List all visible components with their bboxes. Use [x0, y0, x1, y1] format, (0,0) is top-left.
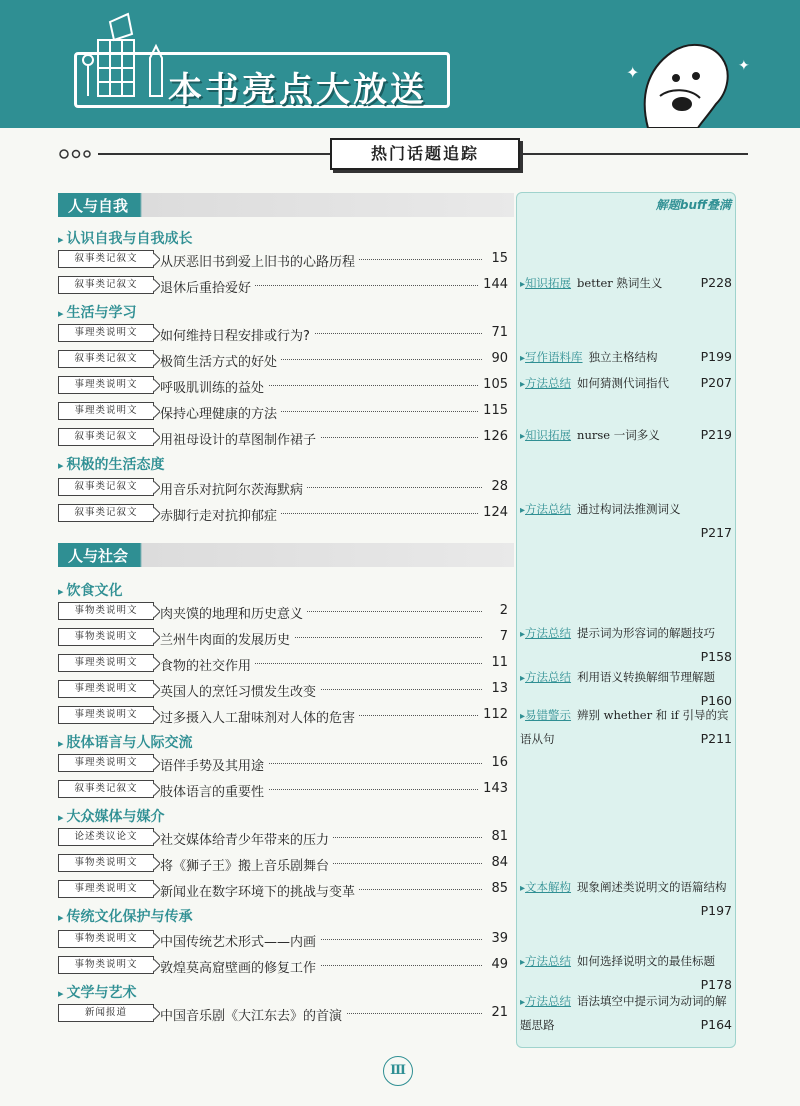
section-banner — [58, 132, 748, 176]
toc-row[interactable] — [58, 322, 508, 344]
genre-tag: 事理类说明文 — [58, 654, 154, 672]
tip-item[interactable]: ▸知识拓展 better 熟词生义 P228 — [520, 272, 732, 296]
entry-title: 退休后重拾爱好 — [160, 277, 255, 296]
svg-text:✦: ✦ — [738, 58, 750, 74]
category-heading: ▸ 积极的生活态度 — [58, 454, 165, 474]
category-heading: ▸ 文学与艺术 — [58, 982, 137, 1002]
banner-label: 热门话题追踪 — [330, 138, 520, 170]
entry-page: 84 — [487, 855, 508, 870]
theme-bar — [58, 543, 514, 567]
tip-kind: 知识拓展 — [525, 428, 572, 442]
toc-row[interactable] — [58, 928, 508, 950]
entry-page: 71 — [487, 325, 508, 340]
header-banner — [0, 0, 800, 128]
entry-page: 143 — [479, 781, 508, 796]
entry-title: 兰州牛肉面的发展历史 — [160, 629, 294, 648]
tip-item[interactable]: ▸方法总结 如何选择说明文的最佳标题 P178 — [520, 950, 732, 996]
genre-tag: 事物类说明文 — [58, 602, 154, 620]
entry-page: 49 — [487, 957, 508, 972]
genre-tag: 叙事类记叙文 — [58, 428, 154, 446]
entry-page: 13 — [487, 681, 508, 696]
tip-item[interactable]: ▸方法总结 提示词为形容词的解题技巧 P158 — [520, 622, 732, 668]
tip-page: P160 — [700, 693, 732, 708]
genre-tag: 事物类说明文 — [58, 854, 154, 872]
dots-icon — [58, 146, 98, 162]
tip-kind: 知识拓展 — [525, 276, 572, 290]
tip-page: P197 — [700, 903, 732, 918]
toc-row[interactable] — [58, 752, 508, 774]
tip-text: 如何猜测代词指代 — [577, 376, 670, 390]
toc-row[interactable] — [58, 600, 508, 622]
tip-item[interactable]: ▸写作语料库 独立主格结构 P199 — [520, 346, 732, 370]
sparkle-icon: ✦ — [626, 63, 640, 82]
tip-item[interactable]: ▸文本解构 现象阐述类说明文的语篇结构 P197 — [520, 876, 732, 922]
tip-page: P219 — [700, 427, 732, 442]
genre-tag: 事理类说明文 — [58, 754, 154, 772]
toc-row[interactable] — [58, 426, 508, 448]
entry-title: 极简生活方式的好处 — [160, 351, 281, 370]
genre-tag: 事理类说明文 — [58, 402, 154, 420]
entry-title: 中国传统艺术形式——内画 — [160, 931, 320, 950]
toc-row[interactable] — [58, 626, 508, 648]
entry-title: 如何维持日程安排或行为? — [160, 325, 314, 344]
toc-row[interactable] — [58, 826, 508, 848]
tip-text: 提示词为形容词的解题技巧 — [577, 626, 716, 640]
tip-text: 辨别 whether 和 if 引导的宾语从句 — [520, 708, 729, 746]
entry-page: 144 — [479, 277, 508, 292]
entry-title: 将《狮子王》搬上音乐剧舞台 — [160, 855, 333, 874]
toc-row[interactable] — [58, 852, 508, 874]
entry-page: 115 — [479, 403, 508, 418]
genre-tag: 事理类说明文 — [58, 324, 154, 342]
tip-kind: 写作语料库 — [525, 350, 583, 364]
category-heading: ▸ 饮食文化 — [58, 580, 123, 600]
tip-page: P199 — [700, 349, 732, 364]
tip-page: P211 — [700, 731, 732, 746]
category-heading: ▸ 生活与学习 — [58, 302, 137, 322]
tip-page: P207 — [700, 375, 732, 390]
entry-title: 社交媒体给青少年带来的压力 — [160, 829, 333, 848]
toc-row[interactable] — [58, 778, 508, 800]
entry-page: 7 — [496, 629, 508, 644]
tip-kind: 方法总结 — [525, 502, 572, 516]
entry-page: 2 — [496, 603, 508, 618]
entry-page: 15 — [487, 251, 508, 266]
tip-page: P178 — [700, 977, 732, 992]
category-heading: ▸ 认识自我与自我成长 — [58, 228, 193, 248]
entry-page: 90 — [487, 351, 508, 366]
entry-page: 39 — [487, 931, 508, 946]
entry-page: 105 — [479, 377, 508, 392]
toc-row[interactable] — [58, 476, 508, 498]
toc-row[interactable] — [58, 704, 508, 726]
toc-row[interactable] — [58, 248, 508, 270]
toc-row[interactable] — [58, 274, 508, 296]
genre-tag: 事物类说明文 — [58, 628, 154, 646]
genre-tag: 叙事类记叙文 — [58, 276, 154, 294]
genre-tag: 事物类说明文 — [58, 930, 154, 948]
genre-tag: 事理类说明文 — [58, 706, 154, 724]
entry-page: 124 — [479, 505, 508, 520]
tip-kind: 方法总结 — [525, 670, 572, 684]
theme-bar — [58, 193, 514, 217]
toc-row[interactable] — [58, 954, 508, 976]
tip-kind: 方法总结 — [525, 626, 572, 640]
entry-title: 过多摄入人工甜味剂对人体的危害 — [160, 707, 359, 726]
genre-tag: 叙事类记叙文 — [58, 478, 154, 496]
entry-title: 食物的社交作用 — [160, 655, 255, 674]
alpaca-mascot-icon — [645, 45, 728, 128]
genre-tag: 事理类说明文 — [58, 376, 154, 394]
category-heading: ▸ 传统文化保护与传承 — [58, 906, 193, 926]
page-title: 本书亮点大放送 — [168, 70, 427, 110]
entry-page: 16 — [487, 755, 508, 770]
genre-tag: 事理类说明文 — [58, 680, 154, 698]
tip-text: 通过构词法推测词义 — [577, 502, 681, 516]
entry-title: 赤脚行走对抗抑郁症 — [160, 505, 281, 524]
entry-title: 用祖母设计的草图制作裙子 — [160, 429, 320, 448]
genre-tag: 叙事类记叙文 — [58, 780, 154, 798]
entry-title: 用音乐对抗阿尔茨海默病 — [160, 479, 307, 498]
toc-row[interactable] — [58, 348, 508, 370]
entry-title: 语伴手势及其用途 — [160, 755, 268, 774]
entry-title: 新闻业在数字环境下的挑战与变革 — [160, 881, 359, 900]
toc-row[interactable] — [58, 878, 508, 900]
tip-text: 独立主格结构 — [588, 350, 658, 364]
toc-row[interactable] — [58, 400, 508, 422]
entry-page: 21 — [487, 1005, 508, 1020]
category-heading: ▸ 肢体语言与人际交流 — [58, 732, 193, 752]
tip-item[interactable]: ▸方法总结 如何猜测代词指代 P207 — [520, 372, 732, 396]
genre-tag: 事物类说明文 — [58, 956, 154, 974]
tip-kind: 易错警示 — [525, 708, 572, 722]
entry-page: 85 — [487, 881, 508, 896]
entry-title: 中国音乐剧《大江东去》的首演 — [160, 1005, 346, 1024]
toc-row[interactable] — [58, 678, 508, 700]
tip-item[interactable]: ▸方法总结 通过构词法推测词义 P217 — [520, 502, 732, 540]
entry-page: 81 — [487, 829, 508, 844]
tip-text: nurse 一词多义 — [577, 428, 660, 442]
entry-title: 保持心理健康的方法 — [160, 403, 281, 422]
tip-text: 如何选择说明文的最佳标题 — [577, 954, 716, 968]
tip-text: 现象阐述类说明文的语篇结构 — [577, 880, 727, 894]
toc-row[interactable] — [58, 1002, 508, 1024]
entry-title: 肉夹馍的地理和历史意义 — [160, 603, 307, 622]
genre-tag: 叙事类记叙文 — [58, 350, 154, 368]
theme-label: 人与自我 — [68, 197, 129, 215]
genre-tag: 事理类说明文 — [58, 880, 154, 898]
entry-page: 126 — [479, 429, 508, 444]
page-number: Ⅲ — [383, 1056, 413, 1086]
tip-text: 语法填空中提示词为动词的解题思路 — [520, 994, 727, 1032]
tip-kind: 文本解构 — [525, 880, 572, 894]
entry-page: 28 — [487, 479, 508, 494]
entry-page: 11 — [487, 655, 508, 670]
toc-row[interactable] — [58, 652, 508, 674]
toc-row[interactable] — [58, 502, 508, 524]
tip-text: better 熟词生义 — [577, 276, 663, 290]
genre-tag: 论述类议论文 — [58, 828, 154, 846]
side-panel-label: 解题buff叠满 — [655, 198, 731, 212]
tip-item[interactable]: ▸方法总结 语法填空中提示词为动词的解题思路 P164 — [520, 990, 732, 1036]
genre-tag: 新闻报道 — [58, 1004, 154, 1022]
entry-page: 112 — [479, 707, 508, 722]
entry-title: 英国人的烹饪习惯发生改变 — [160, 681, 320, 700]
tip-text: 利用语义转换解细节理解题 — [577, 670, 716, 684]
genre-tag: 叙事类记叙文 — [58, 504, 154, 522]
tip-page: P158 — [700, 649, 732, 664]
tip-kind: 方法总结 — [525, 954, 572, 968]
theme-label: 人与社会 — [68, 547, 129, 565]
tip-item[interactable]: ▸易错警示 辨别 whether 和 if 引导的宾语从句 P211 — [520, 704, 732, 750]
tip-item[interactable]: ▸知识拓展 nurse 一词多义 P219 — [520, 424, 732, 448]
entry-title: 从厌恶旧书到爱上旧书的心路历程 — [160, 251, 359, 270]
tip-item[interactable]: ▸方法总结 利用语义转换解细节理解题 P160 — [520, 666, 732, 712]
tip-kind: 方法总结 — [525, 994, 572, 1008]
entry-title: 肢体语言的重要性 — [160, 781, 268, 800]
category-heading: ▸ 大众媒体与媒介 — [58, 806, 165, 826]
toc-row[interactable] — [58, 374, 508, 396]
tip-page: P217 — [700, 525, 732, 540]
tip-kind: 方法总结 — [525, 376, 572, 390]
tip-page: P164 — [700, 1017, 732, 1032]
entry-title: 敦煌莫高窟壁画的修复工作 — [160, 957, 320, 976]
genre-tag: 叙事类记叙文 — [58, 250, 154, 268]
entry-title: 呼吸肌训练的益处 — [160, 377, 268, 396]
tip-page: P228 — [700, 275, 732, 290]
